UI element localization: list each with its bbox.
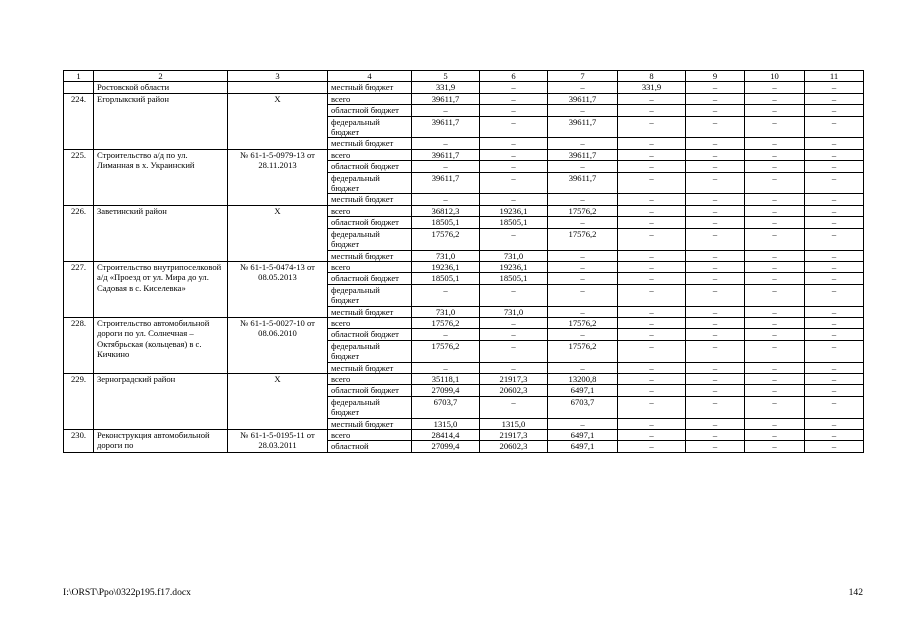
value-cell: – — [480, 138, 548, 149]
value-cell: – — [618, 418, 686, 429]
value-cell: – — [618, 385, 686, 396]
value-cell: – — [480, 284, 548, 306]
value-cell: 39611,7 — [548, 149, 618, 160]
value-cell: – — [745, 172, 805, 194]
document-ref: № 61-1-5-0474-13 от 08.05.2013 — [228, 261, 328, 317]
header-cell: 3 — [228, 71, 328, 82]
budget-source: федеральный бюджет — [328, 116, 412, 138]
value-cell: – — [805, 317, 864, 328]
value-cell: – — [805, 116, 864, 138]
value-cell: 13200,8 — [548, 373, 618, 384]
value-cell: – — [618, 261, 686, 272]
value-cell: 6497,1 — [548, 385, 618, 396]
document-ref — [228, 82, 328, 93]
table-row — [64, 149, 864, 160]
budget-source: федеральный бюджет — [328, 340, 412, 362]
value-cell: 6703,7 — [412, 396, 480, 418]
value-cell: 17576,2 — [548, 340, 618, 362]
table-body — [64, 71, 864, 453]
value-cell: 35118,1 — [412, 373, 480, 384]
value-cell: – — [805, 105, 864, 116]
value-cell: – — [805, 284, 864, 306]
value-cell: – — [618, 194, 686, 205]
budget-source: всего — [328, 205, 412, 216]
object-name: Реконструкция автомобильной дороги по — [94, 430, 228, 453]
value-cell: – — [686, 228, 745, 250]
value-cell: 39611,7 — [412, 149, 480, 160]
value-cell: – — [548, 261, 618, 272]
table-row — [64, 82, 864, 93]
value-cell: – — [548, 138, 618, 149]
value-cell: – — [745, 105, 805, 116]
budget-source: местный бюджет — [328, 138, 412, 149]
value-cell: – — [618, 441, 686, 452]
value-cell: 39611,7 — [412, 93, 480, 104]
value-cell: – — [618, 93, 686, 104]
value-cell: – — [686, 217, 745, 228]
value-cell: – — [618, 430, 686, 441]
value-cell: 1315,0 — [480, 418, 548, 429]
budget-source: всего — [328, 317, 412, 328]
value-cell: 27099,4 — [412, 385, 480, 396]
value-cell: – — [805, 217, 864, 228]
budget-source: местный бюджет — [328, 250, 412, 261]
table-row — [64, 205, 864, 216]
value-cell: – — [548, 362, 618, 373]
value-cell: – — [805, 172, 864, 194]
page-number: 142 — [848, 587, 863, 598]
value-cell: – — [805, 149, 864, 160]
value-cell: – — [745, 149, 805, 160]
value-cell: – — [686, 284, 745, 306]
budget-source: федеральный бюджет — [328, 284, 412, 306]
value-cell: – — [745, 284, 805, 306]
value-cell: – — [686, 149, 745, 160]
value-cell: – — [745, 93, 805, 104]
value-cell: 6703,7 — [548, 396, 618, 418]
value-cell: – — [548, 273, 618, 284]
object-name: Строительство внутрипоселковой а/д «Проезд от ул. Мира до ул. Садовая в с. Киселевка» — [94, 261, 228, 317]
value-cell: – — [745, 261, 805, 272]
value-cell: – — [618, 396, 686, 418]
value-cell: – — [745, 329, 805, 340]
value-cell: 731,0 — [412, 250, 480, 261]
value-cell: – — [745, 362, 805, 373]
value-cell: – — [805, 329, 864, 340]
row-number: 225. — [64, 149, 94, 205]
value-cell: – — [548, 194, 618, 205]
value-cell: – — [805, 430, 864, 441]
value-cell: – — [548, 82, 618, 93]
value-cell: – — [805, 161, 864, 172]
value-cell: – — [686, 161, 745, 172]
value-cell: – — [480, 93, 548, 104]
value-cell: – — [745, 385, 805, 396]
value-cell: – — [618, 138, 686, 149]
table-row — [64, 430, 864, 441]
value-cell: – — [412, 161, 480, 172]
value-cell: – — [805, 93, 864, 104]
value-cell: – — [686, 273, 745, 284]
budget-source: областной бюджет — [328, 161, 412, 172]
value-cell: – — [412, 194, 480, 205]
value-cell: – — [548, 284, 618, 306]
value-cell: 17576,2 — [412, 228, 480, 250]
object-name: Заветинский район — [94, 205, 228, 261]
value-cell: 17576,2 — [548, 317, 618, 328]
value-cell: – — [686, 396, 745, 418]
header-cell: 2 — [94, 71, 228, 82]
document-ref: № 61-1-5-0027-10 от 08.06.2010 — [228, 317, 328, 373]
value-cell: 331,9 — [618, 82, 686, 93]
value-cell: 18505,1 — [412, 217, 480, 228]
header-row — [64, 71, 864, 82]
budget-source: местный бюджет — [328, 194, 412, 205]
value-cell: 28414,4 — [412, 430, 480, 441]
value-cell: 731,0 — [480, 250, 548, 261]
row-number: 229. — [64, 373, 94, 429]
header-cell: 1 — [64, 71, 94, 82]
value-cell: – — [618, 340, 686, 362]
budget-source: областной — [328, 441, 412, 452]
value-cell: – — [480, 317, 548, 328]
object-name: Зерноградский район — [94, 373, 228, 429]
value-cell: – — [618, 317, 686, 328]
value-cell: 19236,1 — [480, 261, 548, 272]
document-ref: № 61-1-5-0979-13 от 28.11.2013 — [228, 149, 328, 205]
value-cell: – — [618, 161, 686, 172]
value-cell: 6497,1 — [548, 441, 618, 452]
document-ref: № 61-1-5-0195-11 от 28.03.2011 — [228, 430, 328, 453]
budget-source: всего — [328, 261, 412, 272]
document-ref: Х — [228, 205, 328, 261]
value-cell: – — [686, 362, 745, 373]
value-cell: – — [618, 373, 686, 384]
value-cell: – — [805, 306, 864, 317]
value-cell: 21917,3 — [480, 430, 548, 441]
value-cell: 36812,3 — [412, 205, 480, 216]
budget-source: федеральный бюджет — [328, 396, 412, 418]
value-cell: – — [686, 82, 745, 93]
value-cell: 27099,4 — [412, 441, 480, 452]
value-cell: 39611,7 — [548, 116, 618, 138]
value-cell: – — [745, 430, 805, 441]
value-cell: – — [686, 138, 745, 149]
value-cell: – — [805, 373, 864, 384]
value-cell: – — [480, 194, 548, 205]
value-cell: – — [412, 329, 480, 340]
value-cell: 20602,3 — [480, 385, 548, 396]
value-cell: – — [745, 228, 805, 250]
value-cell: – — [618, 149, 686, 160]
value-cell: – — [805, 228, 864, 250]
budget-source: областной бюджет — [328, 385, 412, 396]
value-cell: – — [686, 441, 745, 452]
value-cell: 18505,1 — [412, 273, 480, 284]
row-number: 227. — [64, 261, 94, 317]
budget-source: федеральный бюджет — [328, 228, 412, 250]
value-cell: – — [412, 138, 480, 149]
value-cell: – — [805, 362, 864, 373]
value-cell: – — [412, 284, 480, 306]
value-cell: – — [805, 82, 864, 93]
value-cell: – — [686, 93, 745, 104]
row-number: 228. — [64, 317, 94, 373]
value-cell: – — [480, 396, 548, 418]
header-cell: 11 — [805, 71, 864, 82]
value-cell: – — [805, 261, 864, 272]
header-cell: 10 — [745, 71, 805, 82]
value-cell: – — [805, 250, 864, 261]
object-name: Строительство автомобильной дороги по ул. Солнечная – Октябрьская (кольцевая) в с. Кичкино — [94, 317, 228, 373]
value-cell: 17576,2 — [548, 205, 618, 216]
value-cell: – — [686, 418, 745, 429]
header-cell: 7 — [548, 71, 618, 82]
value-cell: – — [686, 250, 745, 261]
value-cell: – — [686, 261, 745, 272]
header-cell: 5 — [412, 71, 480, 82]
value-cell: – — [618, 228, 686, 250]
value-cell: – — [686, 373, 745, 384]
value-cell: – — [618, 105, 686, 116]
value-cell: 39611,7 — [412, 172, 480, 194]
value-cell: – — [805, 418, 864, 429]
value-cell: – — [686, 317, 745, 328]
budget-source: местный бюджет — [328, 82, 412, 93]
value-cell: 17576,2 — [412, 317, 480, 328]
value-cell: 19236,1 — [412, 261, 480, 272]
budget-source: всего — [328, 373, 412, 384]
value-cell: – — [480, 329, 548, 340]
value-cell: – — [618, 250, 686, 261]
table-row — [64, 373, 864, 384]
value-cell: 331,9 — [412, 82, 480, 93]
value-cell: – — [480, 340, 548, 362]
document-ref: Х — [228, 93, 328, 149]
value-cell: – — [412, 362, 480, 373]
value-cell: – — [805, 194, 864, 205]
file-path: I:\ORST\Ppo\0322p195.f17.docx — [63, 587, 191, 598]
value-cell: – — [745, 418, 805, 429]
value-cell: – — [686, 194, 745, 205]
value-cell: – — [745, 373, 805, 384]
value-cell: – — [618, 205, 686, 216]
object-name: Ростовской области — [94, 82, 228, 93]
value-cell: 17576,2 — [412, 340, 480, 362]
value-cell: – — [745, 250, 805, 261]
budget-source: областной бюджет — [328, 329, 412, 340]
value-cell: 20602,3 — [480, 441, 548, 452]
value-cell: – — [805, 205, 864, 216]
value-cell: – — [686, 340, 745, 362]
value-cell: 18505,1 — [480, 273, 548, 284]
table-row — [64, 317, 864, 328]
value-cell: – — [745, 205, 805, 216]
header-cell: 4 — [328, 71, 412, 82]
table-row — [64, 261, 864, 272]
value-cell: 21917,3 — [480, 373, 548, 384]
budget-source: областной бюджет — [328, 217, 412, 228]
value-cell: – — [618, 273, 686, 284]
value-cell: – — [745, 396, 805, 418]
header-cell: 8 — [618, 71, 686, 82]
value-cell: – — [745, 138, 805, 149]
value-cell: – — [686, 306, 745, 317]
value-cell: 39611,7 — [548, 93, 618, 104]
value-cell: – — [480, 172, 548, 194]
value-cell: – — [745, 306, 805, 317]
row-number — [64, 82, 94, 93]
value-cell: 17576,2 — [548, 228, 618, 250]
value-cell: – — [805, 138, 864, 149]
value-cell: 18505,1 — [480, 217, 548, 228]
value-cell: – — [745, 217, 805, 228]
budget-source: местный бюджет — [328, 362, 412, 373]
value-cell: – — [686, 105, 745, 116]
value-cell: 39611,7 — [412, 116, 480, 138]
value-cell: – — [745, 161, 805, 172]
value-cell: – — [686, 329, 745, 340]
value-cell: – — [686, 172, 745, 194]
value-cell: – — [548, 418, 618, 429]
budget-source: всего — [328, 430, 412, 441]
document-ref: Х — [228, 373, 328, 429]
budget-source: всего — [328, 149, 412, 160]
budget-source: местный бюджет — [328, 306, 412, 317]
value-cell: – — [480, 105, 548, 116]
value-cell: – — [745, 82, 805, 93]
budget-source: всего — [328, 93, 412, 104]
value-cell: 19236,1 — [480, 205, 548, 216]
value-cell: – — [745, 441, 805, 452]
value-cell: – — [745, 194, 805, 205]
value-cell: – — [686, 205, 745, 216]
object-name: Егорлыкский район — [94, 93, 228, 149]
value-cell: – — [548, 217, 618, 228]
header-cell: 9 — [686, 71, 745, 82]
value-cell: – — [548, 329, 618, 340]
value-cell: 6497,1 — [548, 430, 618, 441]
value-cell: – — [745, 340, 805, 362]
object-name: Строительство а/д по ул. Лиманная в х. Украинский — [94, 149, 228, 205]
budget-source: областной бюджет — [328, 105, 412, 116]
value-cell: – — [548, 161, 618, 172]
row-number: 224. — [64, 93, 94, 149]
value-cell: – — [618, 172, 686, 194]
value-cell: – — [548, 105, 618, 116]
value-cell: – — [480, 82, 548, 93]
value-cell: – — [548, 250, 618, 261]
value-cell: – — [805, 441, 864, 452]
value-cell: 731,0 — [480, 306, 548, 317]
value-cell: – — [618, 284, 686, 306]
value-cell: 731,0 — [412, 306, 480, 317]
value-cell: – — [618, 362, 686, 373]
value-cell: – — [480, 362, 548, 373]
budget-source: областной бюджет — [328, 273, 412, 284]
value-cell: – — [480, 228, 548, 250]
value-cell: – — [745, 317, 805, 328]
budget-table — [63, 70, 864, 453]
value-cell: – — [805, 340, 864, 362]
value-cell: – — [686, 116, 745, 138]
row-number: 226. — [64, 205, 94, 261]
value-cell: – — [686, 430, 745, 441]
budget-source: федеральный бюджет — [328, 172, 412, 194]
value-cell: – — [805, 385, 864, 396]
value-cell: – — [480, 149, 548, 160]
budget-source: местный бюджет — [328, 418, 412, 429]
value-cell: – — [618, 329, 686, 340]
value-cell: – — [745, 116, 805, 138]
value-cell: – — [805, 273, 864, 284]
value-cell: – — [618, 306, 686, 317]
value-cell: – — [618, 116, 686, 138]
value-cell: – — [686, 385, 745, 396]
value-cell: – — [805, 396, 864, 418]
value-cell: – — [480, 116, 548, 138]
value-cell: 39611,7 — [548, 172, 618, 194]
value-cell: – — [548, 306, 618, 317]
value-cell: 1315,0 — [412, 418, 480, 429]
value-cell: – — [745, 273, 805, 284]
value-cell: – — [618, 217, 686, 228]
row-number: 230. — [64, 430, 94, 453]
header-cell: 6 — [480, 71, 548, 82]
value-cell: – — [412, 105, 480, 116]
table-row — [64, 93, 864, 104]
value-cell: – — [480, 161, 548, 172]
